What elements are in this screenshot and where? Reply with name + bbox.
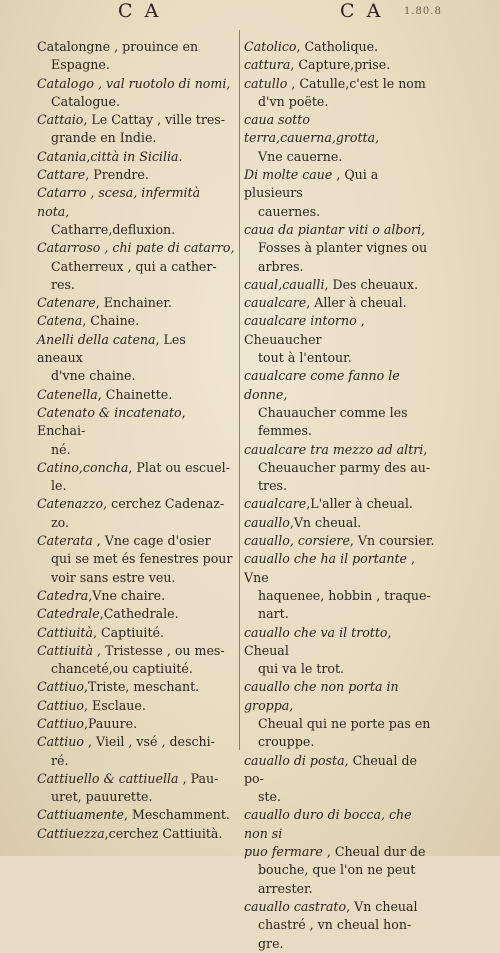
entry-first-line (37, 770, 235, 788)
entry-headword: Catarro , scesa, infermità nota, (37, 185, 201, 219)
entry-continuation-line: le. (51, 478, 67, 494)
entry-continuation-line: d'vne chaine. (51, 368, 136, 384)
entry-headword: Cattiuo (37, 697, 84, 713)
entry-headword: caualcare (244, 295, 307, 311)
entry-definition: , Enchainer. (95, 295, 172, 311)
dictionary-entry (37, 294, 235, 312)
entry-definition: , Cheual de po- (244, 752, 417, 786)
entry-continuation-line: tout à l'entour. (258, 350, 352, 366)
dictionary-entry (244, 38, 436, 56)
entry-headword: Cattiuità (37, 642, 94, 658)
entry-headword: Cattiuo (37, 679, 84, 695)
dictionary-entry (244, 532, 436, 550)
entry-first-line (37, 404, 235, 441)
dictionary-entry (37, 642, 235, 679)
entry-headword: caua da piantar viti o albori, (244, 221, 426, 237)
entry-headword: Cattiuamente (37, 807, 124, 823)
entry-headword: cauallo che non porta in groppa, (244, 679, 399, 713)
entry-first-line (244, 514, 436, 532)
dictionary-entry (37, 605, 235, 623)
entry-definition: , Vn cheual (346, 898, 418, 914)
entry-first-line (37, 148, 235, 166)
entry-continuation-line: d'vn poëte. (258, 93, 329, 109)
entry-headword: cauallo che va il trotto (244, 624, 388, 640)
entry-first-line (244, 38, 436, 56)
dictionary-entry (37, 111, 235, 148)
entry-first-line (244, 221, 436, 239)
entry-first-line (37, 331, 235, 368)
entry-headword: cauallo, corsiere (244, 533, 350, 549)
entry-first-line (244, 166, 436, 203)
entry-definition: , Cheuaucher (244, 313, 365, 347)
entry-first-line (37, 495, 235, 513)
dictionary-column-left (37, 38, 235, 843)
dictionary-entry (37, 825, 235, 843)
entry-continuation-line: Espagne. (51, 57, 110, 73)
entry-continuation-line: arbres. (258, 258, 304, 274)
entry-continuation-line: bouche, que l'on ne peut (258, 862, 416, 878)
entry-first-line (244, 678, 436, 715)
entry-definition: , Esclaue. (84, 697, 146, 713)
entry-continuation-line: ré. (51, 752, 69, 768)
dictionary-entry (244, 441, 436, 496)
dictionary-entry (244, 843, 436, 898)
entry-first-line (244, 56, 436, 74)
entry-continuation-line: Cheual qui ne porte pas en (258, 715, 431, 731)
dictionary-entry (244, 752, 436, 807)
dictionary-entry (37, 624, 235, 642)
entry-definition: Catalongne , prouince en (37, 39, 199, 54)
entry-first-line (37, 825, 235, 843)
entry-continuation-line: cauernes. (258, 203, 321, 219)
entry-headword: Catenato & incatenato (37, 404, 182, 420)
entry-headword: puo fermare (244, 844, 323, 860)
entry-headword: Cattiuità (37, 624, 94, 640)
entry-headword: Catarroso , chi pate di catarro, (37, 240, 235, 256)
entry-headword: Anelli della catena (37, 331, 156, 347)
entry-headword: caual,caualli (244, 276, 325, 292)
entry-headword: Catania,città in Sicilia. (37, 148, 183, 164)
dictionary-entry (37, 184, 235, 239)
dictionary-entry (37, 806, 235, 824)
dictionary-entry (244, 75, 436, 112)
entry-first-line (37, 624, 235, 642)
entry-first-line (37, 532, 235, 550)
dictionary-entry (37, 166, 235, 184)
dictionary-entry (244, 367, 436, 440)
entry-definition: , Qui a plusieurs (244, 167, 379, 201)
dictionary-entry (37, 678, 235, 696)
entry-definition: , Chaine. (82, 313, 140, 329)
entry-headword: cauallo duro di bocca, che non si (244, 807, 412, 841)
entry-headword: Cattaio (37, 112, 84, 128)
entry-definition: , Vn coursier. (349, 533, 435, 549)
entry-definition: , Capture,prise. (290, 57, 391, 73)
entry-first-line (244, 294, 436, 312)
dictionary-entry (37, 733, 235, 770)
entry-first-line (244, 276, 436, 294)
entry-first-line (37, 294, 235, 312)
entry-definition: , Des cheuaux. (324, 276, 418, 292)
entry-definition: , Cheual dur de (322, 844, 426, 860)
entry-headword: Di molte caue (244, 167, 333, 183)
entry-definition: , Meschamment. (123, 807, 230, 823)
dictionary-entry (244, 56, 436, 74)
entry-headword: Cattiuello & cattiuella (37, 770, 179, 786)
entry-continuation-line: gre. (258, 935, 284, 951)
entry-definition: , Prendre. (85, 167, 149, 183)
entry-headword: Catena (37, 313, 83, 329)
dictionary-entry (37, 331, 235, 386)
entry-headword: cauallo (244, 514, 290, 530)
entry-first-line (37, 312, 235, 330)
entry-continuation-line: ste. (258, 789, 281, 805)
dictionary-entry (37, 75, 235, 112)
entry-first-line (244, 532, 436, 550)
entry-continuation-line: nart. (258, 606, 289, 622)
entry-continuation-line: chastré , vn cheual hon- (258, 917, 412, 933)
entry-headword: cattura (244, 57, 291, 73)
running-head-left: C A (118, 0, 162, 22)
entry-first-line (37, 806, 235, 824)
entry-first-line (37, 184, 235, 221)
entry-continuation-line: né. (51, 441, 71, 457)
entry-definition: , Chainette. (97, 386, 173, 402)
entry-first-line (37, 386, 235, 404)
entry-definition: , Captiuité. (93, 624, 164, 640)
entry-first-line (244, 624, 436, 661)
entry-first-line (37, 166, 235, 184)
entry-continuation-line: arrester. (258, 880, 313, 896)
entry-headword: caualcare tra mezzo ad altri, (244, 441, 428, 457)
dictionary-entry (37, 532, 235, 587)
dictionary-entry (244, 678, 436, 751)
entry-continuation-line: Catherreux , qui a cather- (51, 258, 217, 274)
running-head-right: C A (340, 0, 384, 22)
entry-continuation-line: zo. (51, 514, 69, 530)
entry-continuation-line: Catalogue. (51, 93, 120, 109)
entry-continuation-line: Vne cauerne. (258, 148, 343, 164)
entry-headword: Cattiuo (37, 734, 84, 750)
entry-definition: ,Vne chaire. (88, 587, 166, 603)
dictionary-entry (244, 495, 436, 513)
entry-headword: Catino,concha (37, 459, 129, 475)
dictionary-entry (244, 514, 436, 532)
entry-continuation-line: crouppe. (258, 734, 315, 750)
dictionary-entry (244, 898, 436, 953)
entry-headword: cauallo castrato (244, 898, 347, 914)
entry-first-line (37, 733, 235, 751)
entry-first-line (244, 806, 436, 843)
dictionary-entry (37, 715, 235, 733)
entry-continuation-line: voir sans estre veu. (51, 569, 176, 585)
entry-definition: , Vieil , vsé , deschi- (84, 734, 215, 750)
entry-continuation-line: Fosses à planter vignes ou (258, 240, 428, 256)
dictionary-entry (244, 276, 436, 294)
entry-headword: Catenella (37, 386, 98, 402)
entry-definition: , cerchez Cadenaz- (103, 496, 225, 512)
entry-first-line (244, 495, 436, 513)
entry-first-line (244, 843, 436, 861)
entry-definition: ,L'aller à cheual. (306, 496, 413, 512)
entry-headword: caua sotto terra,cauerna,grotta, (244, 112, 380, 146)
dictionary-entry (244, 166, 436, 221)
entry-headword: Catalogo , val ruotolo di nomi, (37, 75, 231, 91)
entry-continuation-line: tres. (258, 478, 288, 494)
entry-definition: , Le Cattay , ville tres- (83, 112, 226, 128)
entry-first-line (244, 898, 436, 916)
dictionary-entry (244, 221, 436, 276)
entry-definition: ,cerchez Cattiuità. (104, 825, 223, 841)
dictionary-entry (37, 38, 235, 75)
dictionary-entry (244, 624, 436, 679)
entry-headword: Catedra (37, 587, 89, 603)
entry-headword: caualcare (244, 496, 307, 512)
dictionary-column-right (244, 38, 436, 953)
dictionary-entry (37, 587, 235, 605)
dictionary-entry (244, 806, 436, 843)
entry-first-line (37, 678, 235, 696)
entry-definition: , Plat ou escuel- (128, 459, 230, 475)
entry-first-line (244, 312, 436, 349)
entry-headword: Caterata (37, 533, 93, 549)
page-number: 1.80.8 (404, 6, 442, 17)
entry-continuation-line: res. (51, 276, 75, 292)
entry-definition: , Catulle,c'est le nom (287, 75, 426, 91)
dictionary-entry (37, 404, 235, 459)
entry-first-line (37, 75, 235, 93)
entry-definition: , Les aneaux (37, 331, 186, 366)
entry-first-line (244, 752, 436, 789)
entry-first-line (244, 550, 436, 587)
dictionary-entry (37, 770, 235, 807)
entry-definition: , Catholique. (296, 39, 379, 54)
entry-continuation-line: chanceté,ou captiuité. (51, 661, 193, 677)
entry-first-line (37, 697, 235, 715)
entry-first-line (244, 111, 436, 148)
entry-definition: ,Triste, meschant. (84, 679, 200, 695)
entry-headword: Cattiuo (37, 715, 84, 731)
dictionary-entry (37, 495, 235, 532)
entry-first-line (37, 38, 235, 56)
entry-continuation-line: qui va le trot. (258, 661, 345, 677)
entry-continuation-line: grande en Indie. (51, 130, 157, 146)
dictionary-entry (244, 312, 436, 367)
entry-continuation-line: qui se met és fenestres pour (51, 551, 233, 567)
entry-first-line (37, 715, 235, 733)
entry-continuation-line: uret, pauurette. (51, 789, 153, 805)
entry-headword: caualcare intorno (244, 313, 357, 329)
entry-continuation-line: Chauaucher comme les (258, 404, 408, 420)
dictionary-entry (37, 697, 235, 715)
entry-continuation-line: femmes. (258, 423, 312, 439)
entry-continuation-line: Cheuaucher parmy des au- (258, 459, 431, 475)
entry-headword: Cattare (37, 167, 86, 183)
entry-continuation-line: haquenee, hobbin , traque- (258, 587, 431, 603)
entry-first-line (37, 459, 235, 477)
entry-definition: ,Cathedrale. (99, 606, 179, 622)
entry-first-line (244, 75, 436, 93)
dictionary-entry (244, 550, 436, 623)
entry-headword: caualcare come fanno le donne, (244, 368, 400, 402)
entry-first-line (244, 367, 436, 404)
entry-first-line (37, 111, 235, 129)
column-divider (239, 30, 240, 750)
dictionary-entry (244, 111, 436, 166)
entry-headword: Cattiuezza (37, 825, 105, 841)
entry-first-line (37, 587, 235, 605)
dictionary-entry (37, 148, 235, 166)
dictionary-entry (37, 239, 235, 294)
entry-first-line (37, 239, 235, 257)
entry-definition: ,Pauure. (84, 715, 138, 731)
entry-headword: Catedrale (37, 606, 100, 622)
entry-first-line (244, 441, 436, 459)
entry-definition: , Vne (244, 551, 415, 585)
entry-headword: Catenazzo (37, 496, 104, 512)
entry-definition: , Tristesse , ou mes- (93, 642, 225, 658)
dictionary-entry (37, 312, 235, 330)
dictionary-entry (37, 459, 235, 496)
entry-definition: ,Vn cheual. (289, 514, 362, 530)
entry-first-line (37, 642, 235, 660)
entry-headword: cauallo che ha il portante (244, 551, 407, 567)
entry-definition: , Vne cage d'osier (92, 533, 211, 549)
entry-headword: cauallo di posta (244, 752, 345, 768)
entry-definition: , Pau- (178, 770, 219, 786)
entry-headword: Catolico (244, 39, 297, 54)
dictionary-entry (37, 386, 235, 404)
entry-definition: , Enchai- (37, 404, 186, 439)
entry-definition: , Aller à cheual. (306, 295, 407, 311)
entry-definition: , Cheual (244, 624, 392, 658)
entry-continuation-line: Catharre,defluxion. (51, 221, 176, 237)
entry-headword: catullo (244, 75, 288, 91)
entry-first-line (37, 605, 235, 623)
entry-headword: Catenare (37, 295, 96, 311)
dictionary-entry (244, 294, 436, 312)
